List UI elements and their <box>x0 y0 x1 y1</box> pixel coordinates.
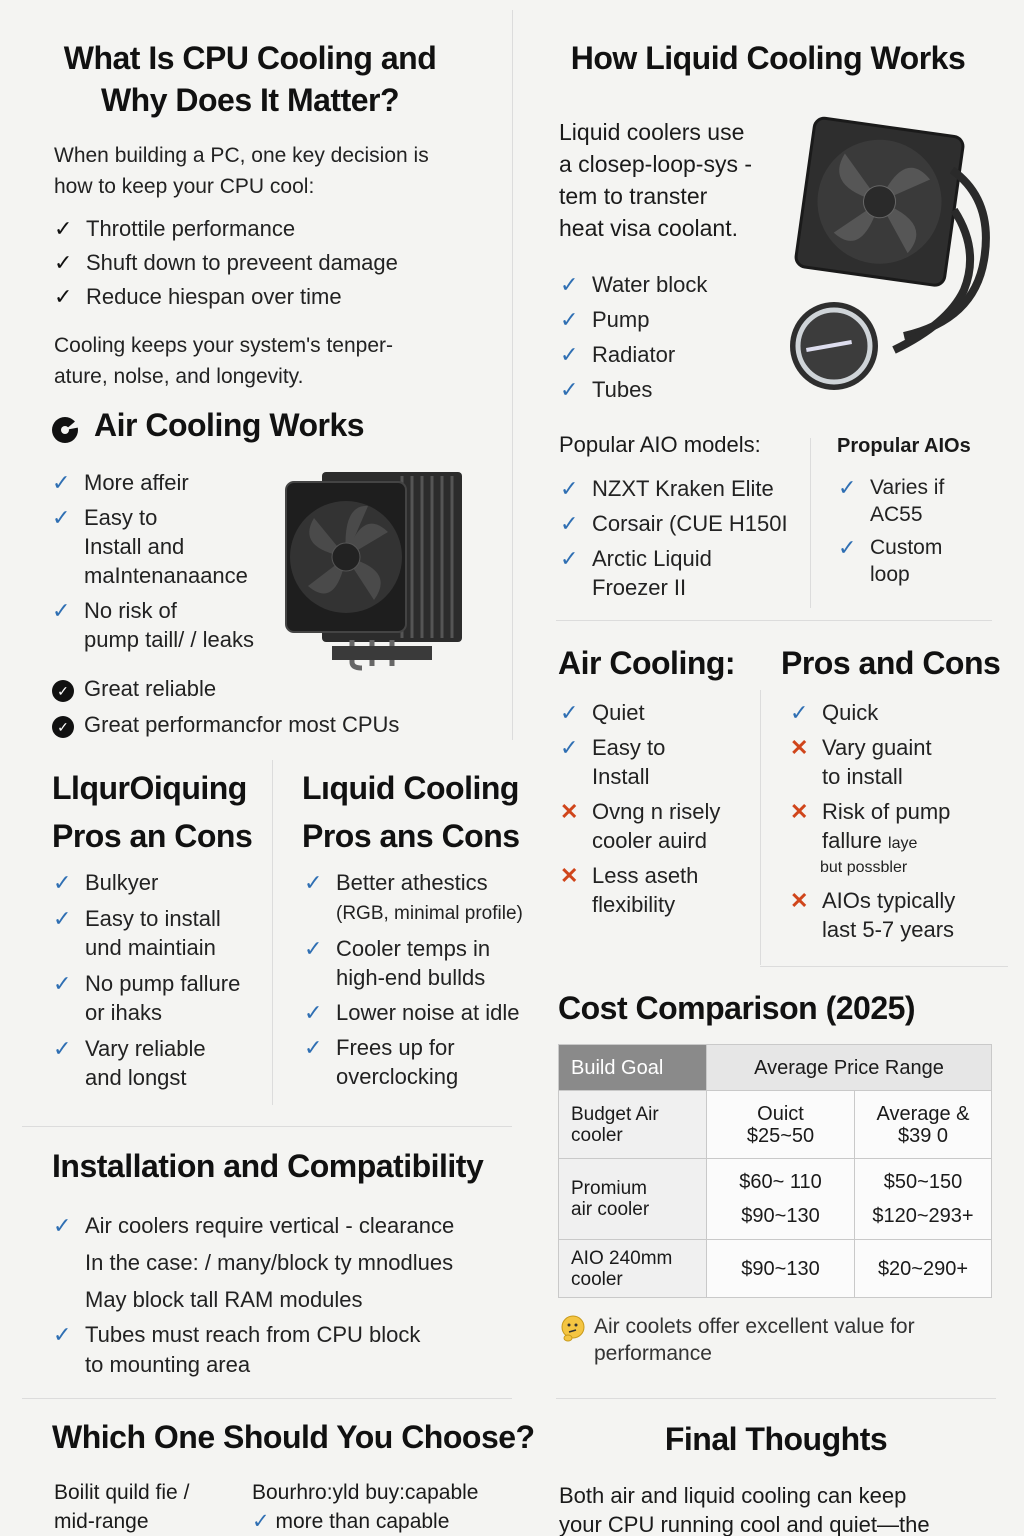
check-icon: ✓ <box>53 1213 72 1238</box>
list-item-text: Lower noise at idle <box>336 1000 520 1025</box>
check-circle-icon: ✓ <box>52 674 78 703</box>
what-is-intro-line2: how to keep your CPU cool: <box>54 175 315 198</box>
list-item-text: loop <box>870 563 910 586</box>
intro-line: a closep-loop-sys - <box>559 151 753 177</box>
list-item <box>560 544 805 602</box>
intro-line: tem to transter <box>559 183 708 209</box>
list-item-text: flexibility <box>592 892 676 917</box>
list-item-text: NZXT Kraken Elite <box>592 476 774 501</box>
check-icon: ✓ <box>54 284 73 309</box>
check-icon: ✓ <box>560 377 579 402</box>
list-item <box>52 503 282 590</box>
liquid-works-intro <box>559 116 799 244</box>
list-item <box>560 474 805 503</box>
list-item-text: Froezer II <box>592 575 687 600</box>
list-item-text: No pump fallure <box>85 971 241 996</box>
list-item <box>53 1320 513 1380</box>
choose-right <box>252 1478 522 1536</box>
list-item-text: Easy to <box>84 505 158 530</box>
cross-icon: ✕ <box>560 863 579 888</box>
what-is-outro-line1: Cooling keeps your system's tenper- <box>54 334 393 357</box>
check-icon: ✓ <box>560 546 579 571</box>
check-icon: ✓ <box>304 870 323 895</box>
top-column-divider <box>512 10 513 740</box>
list-item <box>52 674 502 703</box>
list-item-text: Cooler temps in <box>336 936 491 961</box>
what-is-outro <box>54 330 504 392</box>
liquid-works-title: How Liquid Cooling Works <box>570 40 966 76</box>
what-is-title <box>0 38 500 121</box>
check-icon: ✓ <box>560 307 579 332</box>
check-icon: ✓ <box>838 475 857 500</box>
bottom-rule-left <box>22 1398 512 1399</box>
list-item <box>560 305 780 334</box>
row-label-line: air cooler <box>571 1199 650 1220</box>
cell-b <box>855 1240 992 1298</box>
liquid-pros-divider <box>272 760 273 1105</box>
row-label-line: Promium <box>571 1178 648 1199</box>
choose-left <box>54 1478 189 1536</box>
list-item-text: Pump <box>592 307 650 332</box>
bottom-rule-right <box>556 1398 996 1399</box>
list-item <box>52 596 282 654</box>
cell-b <box>855 1159 992 1240</box>
cell-line: $90~130 <box>741 1205 820 1227</box>
air-pros-cons-left <box>560 698 760 925</box>
check-icon: ✓ <box>53 906 72 931</box>
list-item-text: AC55 <box>870 503 923 526</box>
liquid-pros-b-title <box>302 764 520 860</box>
list-item-text: Arctic Liquid <box>592 546 712 571</box>
what-is-intro <box>54 140 504 202</box>
cell-line: Ouict <box>757 1102 804 1125</box>
list-item <box>53 1207 513 1318</box>
list-item <box>790 733 1010 791</box>
cell-line: $50~150 <box>883 1171 963 1193</box>
check-icon: ✓ <box>53 1322 72 1347</box>
list-item <box>53 969 268 1027</box>
cell-line: $39 0 <box>897 1124 949 1147</box>
cross-icon: ✕ <box>790 799 809 824</box>
cell-line: $60~ 110 <box>739 1171 822 1193</box>
list-item-text: Great reliable <box>84 676 217 701</box>
cost-note-line2: performance <box>594 1342 712 1365</box>
row-label <box>559 1159 707 1240</box>
procons-bottom-rule <box>760 966 1008 967</box>
list-item-text: Risk of pump <box>822 799 951 824</box>
col-header-price: Average Price Range <box>707 1045 992 1091</box>
check-icon: ✓ <box>560 511 579 536</box>
list-item <box>560 509 805 538</box>
check-icon: ✓ <box>52 598 71 623</box>
choose-right-line2: more than capable <box>275 1510 450 1533</box>
list-item-text: Water block <box>592 272 708 297</box>
cell-a <box>707 1240 855 1298</box>
final-title: Final Thoughts <box>664 1421 888 1457</box>
list-item-text: Tubes <box>592 377 653 402</box>
list-item-text: last 5-7 years <box>822 917 955 942</box>
liquid-pros-b-list <box>304 868 540 1097</box>
liquid-pros-a-title-line2: Pros an Cons <box>52 818 253 854</box>
list-item-text: AIOs typically <box>822 888 956 913</box>
liquid-pros-a-title-line1: LlqurOiquing <box>52 770 247 806</box>
popular-aio-list <box>560 474 805 608</box>
list-item-text: Easy to install <box>85 906 221 931</box>
list-item <box>560 698 760 727</box>
list-item-text: high-end bullds <box>336 965 486 990</box>
list-item-text: Frees up for <box>336 1035 455 1060</box>
cell-a <box>707 1159 855 1240</box>
list-item <box>304 998 540 1027</box>
list-item-text: Bulkyer <box>85 870 159 895</box>
list-item-text: May block tall RAM modules <box>85 1287 363 1312</box>
intro-line: heat visa coolant. <box>559 215 739 241</box>
check-icon: ✓ <box>54 250 73 275</box>
list-item-text: pump taill/ / leaks <box>84 627 254 652</box>
list-item-text: In the case: / many/block ty mnodlues <box>85 1250 454 1275</box>
what-is-list <box>54 214 504 317</box>
list-item-text: Better athestics <box>336 870 488 895</box>
list-item-text: Shuft down to preveent damage <box>86 250 398 275</box>
list-item-text: Vary reliable <box>85 1036 206 1061</box>
list-item-text: Install and <box>84 534 185 559</box>
air-pros-cons-title-left: Air Cooling: <box>558 645 736 681</box>
check-icon: ✓ <box>304 936 323 961</box>
cost-table <box>558 1044 992 1298</box>
list-item <box>54 248 504 277</box>
check-icon: ✓ <box>560 700 579 725</box>
check-icon: ✓ <box>304 1035 323 1060</box>
aio-cooler-image <box>784 110 1000 398</box>
what-is-outro-line2: ature, nolse, and longevity. <box>54 365 304 388</box>
check-icon: ✓ <box>53 1036 72 1061</box>
list-item-text: overclocking <box>336 1064 459 1089</box>
list-item-text: Quick <box>822 700 879 725</box>
liquid-pros-a-list <box>53 868 268 1098</box>
list-item <box>838 534 1008 588</box>
air-works-highlights <box>52 674 502 745</box>
install-title: Installation and Compatibility <box>52 1148 484 1184</box>
list-item-text: Quiet <box>592 700 645 725</box>
list-item-text: fallure <box>822 828 882 853</box>
row-label-line: Budget Air <box>571 1103 659 1125</box>
table-row <box>559 1159 992 1240</box>
choose-left-line1: Boilit quild fie / <box>54 1481 190 1504</box>
choose-right-line1: Bourhro:yld buy:capable <box>252 1481 479 1504</box>
list-item <box>304 868 540 928</box>
check-icon: ✓ <box>53 971 72 996</box>
final-line2: your CPU running cool and quiet—the <box>559 1512 930 1536</box>
table-row <box>559 1240 992 1298</box>
list-item-text: and longst <box>85 1065 187 1090</box>
cost-note <box>594 1313 994 1367</box>
intro-line: Liquid coolers use <box>559 119 745 145</box>
cross-icon: ✕ <box>790 888 809 913</box>
list-item-text: Less aseth <box>592 863 699 888</box>
row-label <box>559 1240 707 1298</box>
list-item-text: Reduce hiespan over time <box>86 284 342 309</box>
list-item-text: Radiator <box>592 342 676 367</box>
cell-line: $20~290+ <box>877 1257 969 1280</box>
check-icon: ✓ <box>560 476 579 501</box>
cross-icon: ✕ <box>790 735 809 760</box>
list-item-text: Varies if <box>870 476 945 499</box>
list-item-text: to install <box>822 764 903 789</box>
list-item <box>838 474 1008 528</box>
fan-spin-icon <box>48 413 82 447</box>
list-item <box>304 1033 540 1091</box>
thinking-face-icon <box>560 1314 586 1342</box>
check-icon: ✓ <box>52 470 71 495</box>
list-item-note: but possbler <box>820 859 908 876</box>
check-icon: ✓ <box>54 216 73 241</box>
list-item <box>54 282 504 311</box>
check-icon: ✓ <box>838 535 857 560</box>
row-label-line: AIO 240mm <box>571 1247 673 1269</box>
table-header-row <box>559 1045 992 1091</box>
choose-title: Which One Should You Choose? <box>52 1419 535 1455</box>
table-row <box>559 1091 992 1159</box>
choose-left-line2: mid-range <box>54 1510 149 1533</box>
check-icon: ✓ <box>790 700 809 725</box>
list-item-text: to mounting area <box>85 1352 251 1377</box>
list-item-text: Corsair (CUE H150I <box>592 511 788 536</box>
popular-aio-title: Popular AIO models: <box>559 432 761 457</box>
cost-title: Cost Comparison (2025) <box>558 990 916 1026</box>
what-is-intro-line1: When building a PC, one key decision is <box>54 144 429 167</box>
cost-note-line1: Air coolets offer excellent value for <box>594 1315 915 1338</box>
list-item <box>560 733 760 791</box>
list-item-text: More affeir <box>84 470 189 495</box>
list-item <box>560 340 780 369</box>
row-label-line: cooler <box>571 1124 623 1146</box>
list-item-text: Tubes must reach from CPU block <box>85 1322 421 1347</box>
list-item-text: Air coolers require vertical - clearance <box>85 1213 455 1238</box>
cell-line: $90~130 <box>741 1257 820 1280</box>
row-label-line: cooler <box>571 1268 623 1290</box>
check-circle-icon: ✓ <box>52 710 78 739</box>
list-item <box>790 698 1010 727</box>
what-is-title-line1: What Is CPU Cooling and <box>63 40 437 76</box>
cell-line: Average & <box>876 1102 970 1125</box>
cell-line: $25~50 <box>746 1124 815 1147</box>
list-item <box>53 868 268 897</box>
list-item-text: or ihaks <box>85 1000 163 1025</box>
list-item <box>304 934 540 992</box>
list-item-text: cooler auird <box>592 828 707 853</box>
final-line1: Both air and liquid cooling can keep <box>559 1483 907 1508</box>
check-icon: ✓ <box>304 1000 323 1025</box>
check-icon: ✓ <box>53 870 72 895</box>
check-icon: ✓ <box>560 272 579 297</box>
check-icon: ✓ <box>560 735 579 760</box>
list-item-text: Vary guaint <box>822 735 932 760</box>
check-icon: ✓ <box>52 505 71 530</box>
list-item-text: Easy to <box>592 735 666 760</box>
procons-divider <box>760 690 761 965</box>
what-is-title-line2: Why Does It Matter? <box>100 81 400 118</box>
check-icon: ✓ <box>252 1510 270 1533</box>
cell-a <box>707 1091 855 1159</box>
install-list <box>53 1207 513 1386</box>
liquid-pros-b-title-line1: Lıquid Cooling <box>302 770 519 806</box>
list-item <box>52 710 502 739</box>
list-item <box>560 375 780 404</box>
aio-parts-list <box>560 270 780 410</box>
aio-divider <box>810 438 811 608</box>
list-item <box>560 797 760 855</box>
list-item-text: Install <box>592 764 650 789</box>
air-cooler-image <box>282 462 472 674</box>
row-label <box>559 1091 707 1159</box>
air-pros-cons-title-right: Pros and Cons <box>781 645 1001 681</box>
list-item <box>52 468 282 497</box>
list-item <box>790 886 1010 944</box>
col-header-goal: Build Goal <box>559 1045 707 1091</box>
list-item <box>560 861 760 919</box>
list-item-text: Ovng n risely <box>592 799 721 824</box>
list-item-subtext: (RGB, minimal profile) <box>336 903 523 924</box>
list-item <box>53 1034 268 1092</box>
propular-aio-title: Propular AIOs <box>837 435 971 457</box>
list-item-text: und maintiain <box>85 935 216 960</box>
aio-bottom-rule <box>556 620 992 621</box>
air-works-title: Air Cooling Works <box>94 407 365 443</box>
check-icon: ✓ <box>560 342 579 367</box>
list-item <box>53 904 268 962</box>
cell-line: $120~293+ <box>872 1205 974 1227</box>
list-item <box>560 270 780 299</box>
air-pros-cons-right <box>790 698 1010 950</box>
list-item-text: Custom <box>870 536 943 559</box>
cell-b <box>855 1091 992 1159</box>
install-top-rule <box>22 1126 512 1127</box>
air-works-list <box>52 468 282 660</box>
final-text <box>559 1481 1009 1536</box>
list-item-text: No risk of <box>84 598 177 623</box>
liquid-pros-b-title-line2: Pros ans Cons <box>302 818 520 854</box>
list-item-text: Throttile performance <box>86 216 296 241</box>
list-item-text: maIntenanaance <box>84 563 248 588</box>
list-item-note: laye <box>888 835 918 852</box>
propular-aio-list <box>838 474 1008 594</box>
list-item <box>54 214 504 243</box>
cross-icon: ✕ <box>560 799 579 824</box>
list-item-text: Great performancfor most CPUs <box>84 712 400 737</box>
liquid-pros-a-title <box>52 764 252 860</box>
list-item <box>790 797 1010 878</box>
